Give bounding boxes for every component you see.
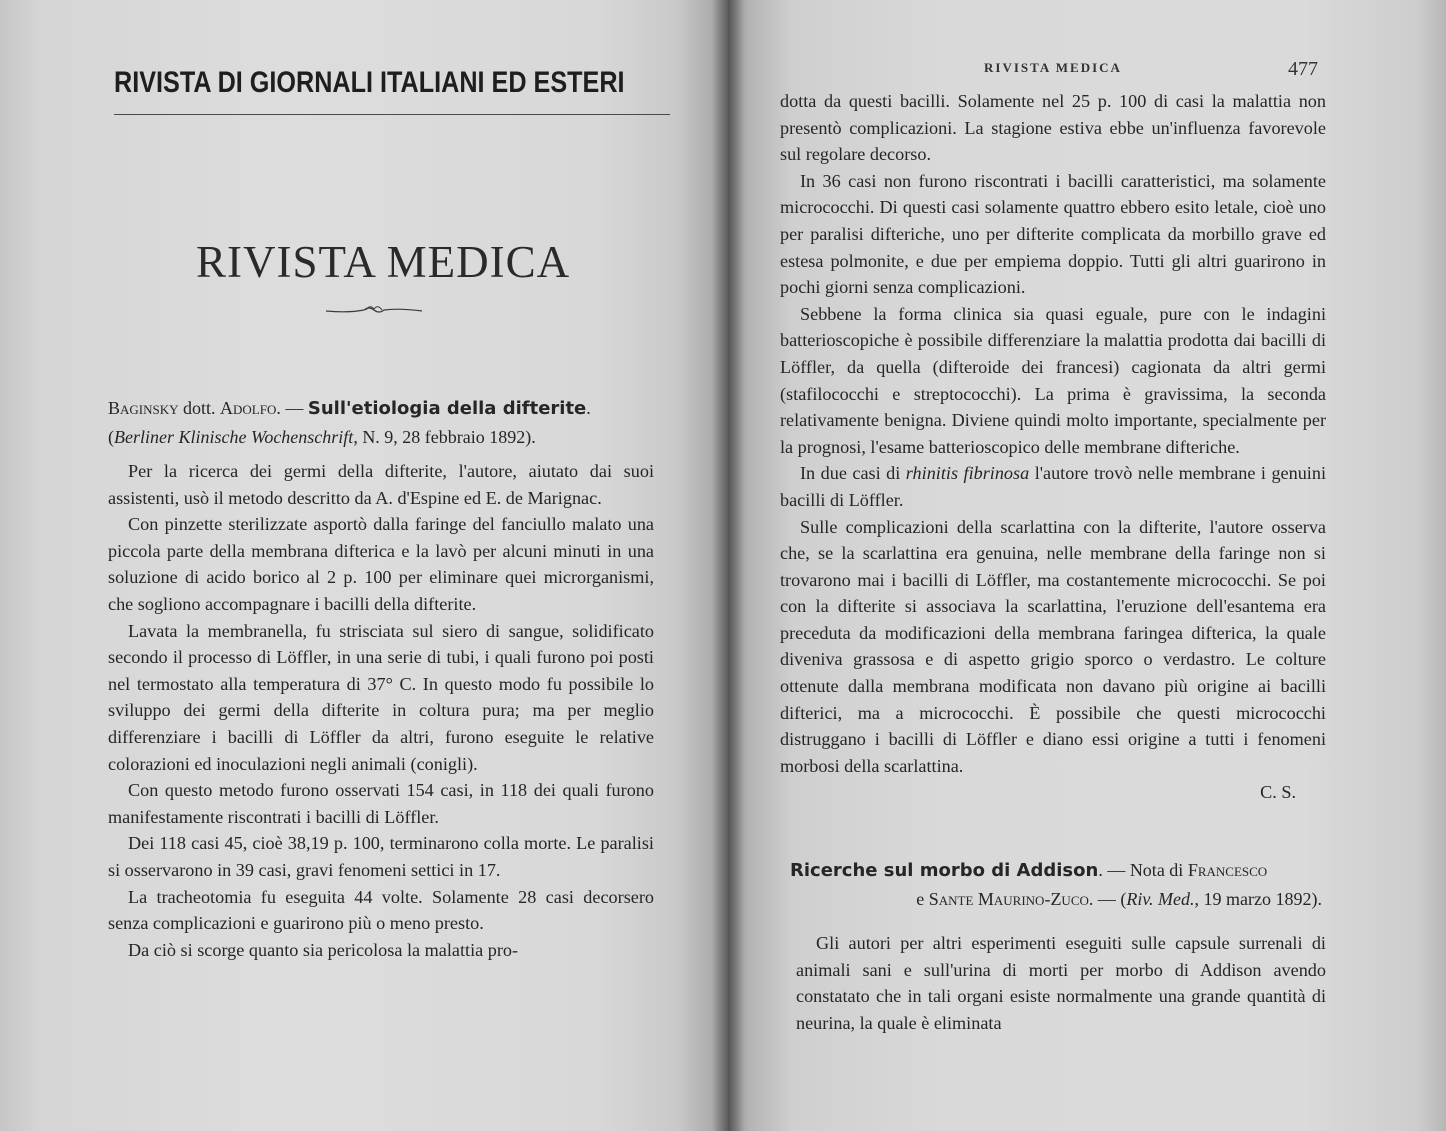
article2-heading-line2 [790,885,1326,913]
emphasis-term: rhinitis fibrinosa [905,463,1030,484]
paragraph: Sulle complicazioni della scarlattina con la difterite, l'autore osserva che, se la scarlattina era genuina, nelle membrane della faringe non si trovarono mai i bacilli di Löffler, ma costantemente micrococchi. Se poi con la difterite si associava la scarlattina, l'eruzione dell'esantema era preceduta da modificazioni della membrana faringea difterica, la quale diveniva grassosa e di aspetto grigio sporco o verdastro. Le colture ottenute dalla membrana modificata non davano più origine ai bacilli difterici, ma a micrococchi. È possibile che questi micrococchi distruggano i bacilli di Löffler e diano essi origine a tutti i fenomeni morbosi della scarlattina. [780,516,1326,776]
heading-dash: . — [1098,860,1130,880]
paragraph: Per la ricerca dei germi della difterite, l'autore, aiutato dai suoi assistenti, usò il metodo descritto da A. d'Espine ed E. de Marignac. [108,461,654,508]
paragraph: Sebbene la forma clinica sia quasi eguale, pure con le indagini batterioscopiche è possibile differenziare la malattia prodotta dai bacilli di Löffler, da quella (difteroide dei francesi) cagionata da altri germi (stafilococchi e streptococchi). La prima è gravissima, la seconda relativamente benigna. Diviene quindi molto importante, specialmente per la prognosi, l'esame batterioscopico delle membrane difteriche. [780,303,1326,457]
author-name: Sante Maurino-Zuco [928,889,1089,909]
signature: C. S. [1260,782,1296,803]
article2-title: Ricerche sul morbo di Addison [790,860,1099,881]
paragraph: In 36 casi non furono riscontrati i bacilli caratteristici, ma solamente micrococchi. Di questi casi solamente quattro ebbero esito letale, cioè uno per paralisi difteriche, uno per difterite complicata da morbillo grave ed estesa polmonite, e due per empiema doppio. Tutti gli altri guarirono in pochi giorni senza complicazioni. [780,170,1326,298]
right-article-body [780,88,1326,806]
author-suffix: dott. [178,398,221,418]
page-number: 477 [1288,58,1318,80]
author-joiner: e [916,889,929,909]
source-journal: Riv. Med. [1126,889,1195,909]
paragraph: Da ciò si scorge quanto sia pericolosa la malattia pro- [128,939,519,960]
author-first-name: Adolfo [220,398,277,418]
source-open: ( [1120,889,1127,909]
ornament-divider [324,300,424,320]
emphasis-before: In due casi di [800,463,906,484]
paragraph: Con questo metodo furono osservati 154 casi, in 118 dei quali furono manifestamente riscontrati i bacilli di Löffler. [108,780,654,827]
paragraph: Con pinzette sterilizzate asportò dalla faringe del fanciullo malato una piccola parte della membrana difterica e la lavò per alcuni minuti in una soluzione di acido borico al 2 p. 100 per eliminare quei microrganismi, che sogliono accompagnare i bacilli della difterite. [108,514,654,614]
paragraph: Dei 118 casi 45, cioè 38,19 p. 100, terminarono colla morte. Le paralisi si osservarono in 39 casi, gravi fenomeni settici in 17. [108,833,654,880]
emphasis-after: l'autore trovò nelle membrane i genuini bacilli di Löffler. [780,463,1326,510]
article2-heading [790,856,1326,913]
heading-dash: . — [276,398,308,418]
left-article-body [108,458,654,963]
author-name: Baginsky [108,398,179,418]
paragraph-continued: dotta da questi bacilli. Solamente nel 25 p. 100 di casi la malattia non presentò complicazioni. La stagione estiva ebbe un'influenza favorevole sul regolare decorso. [780,91,1326,165]
source-open: ( [108,427,114,447]
paragraph: Lavata la membranella, fu strisciata sul siero di sangue, solidificato secondo il processo di Löffler, in una serie di tubi, i quali furono poi posti nel termostato alla temperatura di 37° C. In questo modo fu possibile lo sviluppo dei germi della difterite in coltura pura; ma per meglio differenziare i bacilli di Löffler da altri, furono eseguite le relative colorazioni ed inoculazioni negli animali (conigli). [108,620,654,774]
section-header: RIVISTA DI GIORNALI ITALIANI ED ESTERI [114,66,625,99]
header-rule [114,114,670,115]
paragraph-with-emphasis [780,460,1326,513]
running-head: RIVISTA MEDICA [984,60,1122,75]
book-gutter [712,0,744,1131]
source-journal: Berliner Klinische Wochenschrift [114,427,354,447]
author-name: Francesco [1187,860,1268,880]
section-title: RIVISTA MEDICA [196,237,571,287]
article-heading [108,394,670,451]
paragraph: Gli autori per altri esperimenti eseguiti sulle capsule surrenali di animali sani e sull'urina di morti per morbo di Addison avendo constatato che in tali organi esiste normalmente una grande quantità di neurina, la quale è eliminata [796,933,1326,1033]
article2-body [796,930,1326,1036]
article-title-end: . [586,398,591,418]
article-title: Sull'etiologia della difterite [307,398,587,419]
heading-dash: . — [1088,889,1121,909]
paragraph: La tracheotomia fu eseguita 44 volte. Solamente 28 casi decorsero senza complicazioni e guarirono più o meno presto. [108,886,654,934]
note-prefix: Nota di [1129,860,1188,880]
source-details: , N. 9, 28 febbraio 1892). [353,427,536,447]
source-details: , 19 marzo 1892). [1194,889,1322,909]
